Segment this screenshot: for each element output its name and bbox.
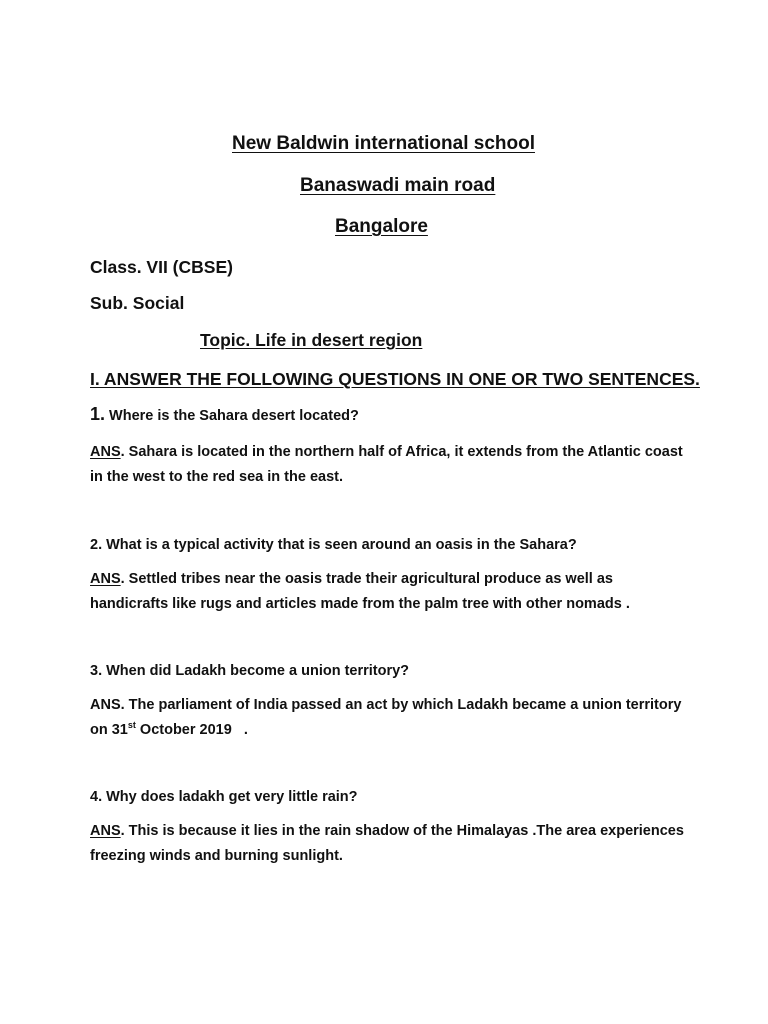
answer-2-text: . Settled tribes near the oasis trade their agricultural produce as well as handicrafts like rugs and articles made from the palm tree with other nomads .: [90, 571, 630, 612]
question-1: [90, 404, 359, 425]
question-1-number: 1.: [90, 404, 106, 424]
answer-3-text: The parliament of India passed an act by which Ladakh became a union territory on 31: [90, 697, 682, 738]
answer-3-label: ANS.: [90, 697, 125, 713]
answer-2: [90, 567, 690, 617]
question-1-text: Where is the Sahara desert located?: [109, 408, 359, 424]
city-heading: Bangalore: [335, 216, 428, 237]
answer-4-text: . This is because it lies in the rain shadow of the Himalayas .The area experiences freezing winds and burning sunlight.: [90, 823, 684, 864]
answer-2-label: ANS: [90, 571, 121, 587]
answer-1: [90, 440, 690, 490]
address-heading: Banaswadi main road: [300, 175, 496, 196]
subject-line: Sub. Social: [90, 293, 185, 313]
answer-1-text: . Sahara is located in the northern half of Africa, it extends from the Atlantic coast in the west to the red sea in the east.: [90, 444, 683, 485]
question-2: 2. What is a typical activity that is seen around an oasis in the Sahara?: [90, 537, 577, 553]
question-4: 4. Why does ladakh get very little rain?: [90, 789, 358, 805]
answer-4-label: ANS: [90, 823, 121, 839]
topic-line: Topic. Life in desert region: [200, 330, 423, 350]
answer-3-superscript: st: [127, 720, 136, 731]
question-3: 3. When did Ladakh become a union territory?: [90, 663, 410, 679]
answer-3-text-end: October 2019 .: [135, 722, 248, 738]
class-line: Class. VII (CBSE): [90, 257, 233, 277]
answer-1-label: ANS: [90, 444, 121, 460]
answer-3: [90, 693, 690, 743]
school-name-heading: New Baldwin international school: [232, 133, 535, 154]
section-heading: I. ANSWER THE FOLLOWING QUESTIONS IN ONE OR TWO SENTENCES.: [90, 369, 700, 389]
answer-4: [90, 819, 690, 869]
